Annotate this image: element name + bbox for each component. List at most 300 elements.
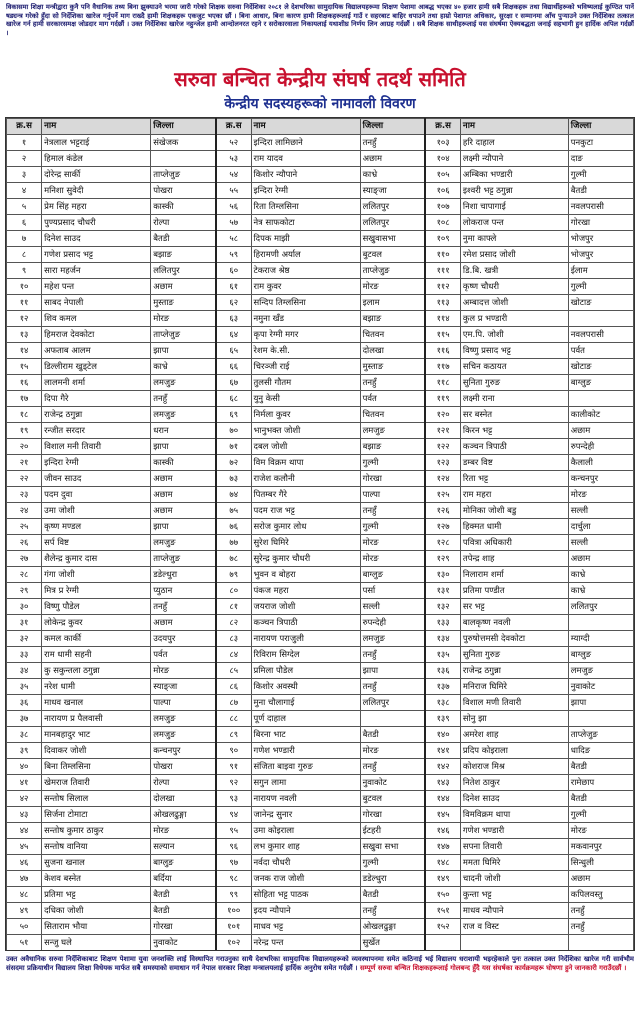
cell-name: बिरना भाट xyxy=(251,727,360,743)
cell-district: नवलपरासी xyxy=(568,199,633,215)
cell-district: तनहुँ xyxy=(360,679,425,695)
cell-name: माधव खनाल xyxy=(42,695,151,711)
cell-name: नुमा काफ्ले xyxy=(460,231,568,247)
cell-name: सन्दिप तिम्लसिना xyxy=(251,295,360,311)
cell-sn: ११७ xyxy=(425,359,460,375)
cell-sn: १४२ xyxy=(425,759,460,775)
header-name: नाम xyxy=(251,119,360,135)
cell-district: पोखरा xyxy=(151,759,216,775)
table-row xyxy=(7,135,634,151)
cell-district: ईलाम xyxy=(568,263,633,279)
cell-district: गुल्मी xyxy=(568,279,633,295)
cell-sn: ५६ xyxy=(216,199,251,215)
table-row xyxy=(7,647,634,663)
cell-name: केशव बस्नेत xyxy=(42,871,151,887)
cell-name: लक्ष्मी न्यौपाने xyxy=(460,151,568,167)
cell-name: सोहिता भट्ट पाठक xyxy=(251,887,360,903)
header-district: जिल्ला xyxy=(568,119,633,135)
cell-district: ताप्लेजुङ xyxy=(360,263,425,279)
cell-district: पर्वत xyxy=(151,647,216,663)
cell-district: डडेल्धुरा xyxy=(360,871,425,887)
cell-district: काभ्रे xyxy=(360,167,425,183)
cell-district: पर्वत xyxy=(360,391,425,407)
cell-sn: १३० xyxy=(425,567,460,583)
cell-district: काभ्रे xyxy=(568,583,633,599)
cell-sn: ३० xyxy=(7,599,42,615)
cell-sn: ५८ xyxy=(216,231,251,247)
cell-district: अछाम xyxy=(151,487,216,503)
cell-sn: ४२ xyxy=(7,791,42,807)
cell-name: इश्वरी भट्ट ठगुन्ना xyxy=(460,183,568,199)
cell-district: खोटाङ xyxy=(568,295,633,311)
cell-name xyxy=(460,935,568,951)
table-row xyxy=(7,359,634,375)
cell-name: जानेन्द्र सुनार xyxy=(251,807,360,823)
cell-sn: १३९ xyxy=(425,711,460,727)
cell-name: लोकराज पन्त xyxy=(460,215,568,231)
cell-sn: ३७ xyxy=(7,711,42,727)
cell-name: सन्जु घले xyxy=(42,935,151,951)
cell-district: मोरङ xyxy=(151,311,216,327)
cell-district: बैतडी xyxy=(568,183,633,199)
cell-district: मोरङ xyxy=(568,823,633,839)
cell-sn: ७१ xyxy=(216,439,251,455)
cell-name: राज व विस्ट xyxy=(460,919,568,935)
cell-sn: ४७ xyxy=(7,871,42,887)
cell-district: बैतडी xyxy=(360,727,425,743)
cell-name: राम कुवर xyxy=(251,279,360,295)
cell-sn: ७७ xyxy=(216,535,251,551)
cell-name: मुना चौलागाई xyxy=(251,695,360,711)
table-row xyxy=(7,663,634,679)
cell-name: चादनी जोशी xyxy=(460,871,568,887)
cell-name: नेत्र साफकोटा xyxy=(251,215,360,231)
cell-sn: ५७ xyxy=(216,215,251,231)
cell-sn: ६५ xyxy=(216,343,251,359)
cell-name: इन्दिरा लामिछाने xyxy=(251,135,360,151)
cell-name: उमा जोशी xyxy=(42,503,151,519)
cell-sn: ७ xyxy=(7,231,42,247)
cell-sn: १२१ xyxy=(425,423,460,439)
closing-paragraph xyxy=(6,955,634,1021)
cell-district: प्युठान xyxy=(151,583,216,599)
cell-district: बाग्लुङ xyxy=(568,647,633,663)
cell-district: सखुवासभा xyxy=(360,231,425,247)
cell-sn: १०७ xyxy=(425,199,460,215)
cell-name: राजेन्द्र ठगुन्ना xyxy=(460,663,568,679)
cell-district: झापा xyxy=(360,663,425,679)
cell-name: सरोज कुमार लोध xyxy=(251,519,360,535)
cell-sn: ५४ xyxy=(216,167,251,183)
cell-sn: ४ xyxy=(7,183,42,199)
cell-sn: ३८ xyxy=(7,727,42,743)
member-roster-table xyxy=(5,117,635,951)
cell-sn: १० xyxy=(7,279,42,295)
cell-name: कमल कार्की xyxy=(42,631,151,647)
cell-sn: १२८ xyxy=(425,535,460,551)
cell-district: ललितपुर xyxy=(568,599,633,615)
cell-sn: ८९ xyxy=(216,727,251,743)
cell-sn: ९१ xyxy=(216,759,251,775)
cell-sn: ५२ xyxy=(216,135,251,151)
cell-sn: ११८ xyxy=(425,375,460,391)
cell-sn: ७५ xyxy=(216,503,251,519)
cell-district xyxy=(568,615,633,631)
cell-district: ताप्लेजुङ xyxy=(151,327,216,343)
cell-sn: २६ xyxy=(7,535,42,551)
cell-district: झापा xyxy=(151,519,216,535)
cell-sn: ६७ xyxy=(216,375,251,391)
cell-name: इन्दिरा रेग्मी xyxy=(251,183,360,199)
table-row xyxy=(7,247,634,263)
cell-sn: ६३ xyxy=(216,311,251,327)
cell-district: रोल्पा xyxy=(151,215,216,231)
cell-district: अछाम xyxy=(151,615,216,631)
cell-name: पंकज महरा xyxy=(251,583,360,599)
cell-name: अम्बिका भण्डारी xyxy=(460,167,568,183)
cell-district: सल्ली xyxy=(568,535,633,551)
table-row xyxy=(7,775,634,791)
cell-district: गुल्मी xyxy=(360,455,425,471)
table-row xyxy=(7,231,634,247)
cell-district: लमजुङ xyxy=(151,535,216,551)
cell-district: रोल्पा xyxy=(151,775,216,791)
cell-name: प्रदिप कोइराला xyxy=(460,743,568,759)
cell-district: अछाम xyxy=(151,471,216,487)
cell-district: सल्यान xyxy=(151,839,216,855)
cell-district: लमजुङ xyxy=(360,631,425,647)
cell-name: राम धामी सहनी xyxy=(42,647,151,663)
table-row xyxy=(7,919,634,935)
cell-sn: ५ xyxy=(7,199,42,215)
roster-body xyxy=(7,135,634,951)
cell-sn: ४६ xyxy=(7,855,42,871)
cell-sn: ७० xyxy=(216,423,251,439)
table-row xyxy=(7,615,634,631)
cell-district: झापा xyxy=(568,695,633,711)
cell-name: कुल प्र भण्डारी xyxy=(460,311,568,327)
cell-district: खोटाङ xyxy=(568,359,633,375)
cell-district: ओखलढुङ्गा xyxy=(151,807,216,823)
cell-name: एम.पि. जोशी xyxy=(460,327,568,343)
cell-district: तनहुँ xyxy=(568,919,633,935)
table-row xyxy=(7,439,634,455)
cell-name: शैलेन्द्र कुमार दास xyxy=(42,551,151,567)
cell-district: तनहुँ xyxy=(360,903,425,919)
cell-district: उदयपुर xyxy=(151,631,216,647)
cell-sn: १११ xyxy=(425,263,460,279)
header-district: जिल्ला xyxy=(151,119,216,135)
cell-sn: २७ xyxy=(7,551,42,567)
cell-sn: १२५ xyxy=(425,487,460,503)
table-row xyxy=(7,455,634,471)
cell-sn: १२२ xyxy=(425,439,460,455)
cell-district: लमजुङ xyxy=(360,423,425,439)
cell-sn: १३६ xyxy=(425,663,460,679)
cell-district: अछाम xyxy=(360,151,425,167)
cell-district: पर्सा xyxy=(360,583,425,599)
cell-sn: २ xyxy=(7,151,42,167)
cell-sn: २८ xyxy=(7,567,42,583)
table-row xyxy=(7,743,634,759)
cell-district: नुवाकोट xyxy=(151,935,216,951)
cell-district: बैतडी xyxy=(568,759,633,775)
cell-name: हिमाल कंडेल xyxy=(42,151,151,167)
cell-district: अछाम xyxy=(151,279,216,295)
header-name: नाम xyxy=(42,119,151,135)
cell-sn: ३२ xyxy=(7,631,42,647)
cell-district: तनहुँ xyxy=(360,135,425,151)
cell-sn: ४१ xyxy=(7,775,42,791)
table-row xyxy=(7,759,634,775)
cell-district: पर्वत xyxy=(568,343,633,359)
cell-sn: २५ xyxy=(7,519,42,535)
cell-district: ललितपुर xyxy=(360,199,425,215)
cell-name: सारा महर्जन xyxy=(42,263,151,279)
cell-name: सन्तोष सिलाल xyxy=(42,791,151,807)
cell-name: मनिशा सुवेदी xyxy=(42,183,151,199)
cell-district: ललितपुर xyxy=(151,263,216,279)
header-sn: क्र.स xyxy=(7,119,42,135)
page-subtitle: केन्द्रीय सदस्यहरूको नामावली विवरण xyxy=(224,96,416,112)
cell-sn: ६० xyxy=(216,263,251,279)
cell-district: गुल्मी xyxy=(360,519,425,535)
cell-district: लमजुङ xyxy=(151,727,216,743)
cell-district: तनहुँ xyxy=(360,503,425,519)
cell-name: रिविराम सिग्देल xyxy=(251,647,360,663)
cell-name: सन्तोष कुमार ठाकुर xyxy=(42,823,151,839)
cell-sn: १४ xyxy=(7,343,42,359)
cell-name: नितेश ठाकुर xyxy=(460,775,568,791)
cell-sn: ९७ xyxy=(216,855,251,871)
cell-name: निलाराम शर्मा xyxy=(460,567,568,583)
cell-name: नारायण पराजुली xyxy=(251,631,360,647)
cell-sn: १४३ xyxy=(425,775,460,791)
cell-name: कुन्ता भट्ट xyxy=(460,887,568,903)
cell-sn: ६४ xyxy=(216,327,251,343)
cell-district: मोरङ xyxy=(360,535,425,551)
cell-district: तनहुँ xyxy=(360,375,425,391)
cell-district: लमजुङ xyxy=(568,663,633,679)
cell-name: प्रतिमा भट्ट xyxy=(42,887,151,903)
cell-district: भोजपुर xyxy=(568,247,633,263)
cell-sn: १०४ xyxy=(425,151,460,167)
table-row xyxy=(7,567,634,583)
cell-name: भुवन व बोहरा xyxy=(251,567,360,583)
cell-sn: ८ xyxy=(7,247,42,263)
cell-name: पितम्बर गैरे xyxy=(251,487,360,503)
cell-name: पूर्ण दाहाल xyxy=(251,711,360,727)
cell-sn: १५१ xyxy=(425,903,460,919)
table-row xyxy=(7,487,634,503)
cell-district: गोरखा xyxy=(360,471,425,487)
cell-sn: २० xyxy=(7,439,42,455)
cell-district: पाल्पा xyxy=(151,695,216,711)
cell-sn: २२ xyxy=(7,471,42,487)
cell-name: पवित्रा अधिकारी xyxy=(460,535,568,551)
cell-name: विमविक्रम थापा xyxy=(460,807,568,823)
cell-name: युनु केसी xyxy=(251,391,360,407)
cell-name: विष्णु प्रसाद भट्ट xyxy=(460,343,568,359)
cell-name: अफताब आलम xyxy=(42,343,151,359)
cell-name: मित्र प्र रेग्मी xyxy=(42,583,151,599)
table-row xyxy=(7,375,634,391)
cell-name: हिक्मत धामी xyxy=(460,519,568,535)
cell-name: सिताराम भौया xyxy=(42,919,151,935)
cell-district: ईटहरी xyxy=(360,823,425,839)
cell-district: बझाङ xyxy=(360,439,425,455)
cell-sn: १२ xyxy=(7,311,42,327)
cell-name: सन्तोष वानिया xyxy=(42,839,151,855)
cell-district: ललितपुर xyxy=(360,215,425,231)
cell-sn: ३१ xyxy=(7,615,42,631)
cell-sn: ११ xyxy=(7,295,42,311)
cell-district: पनकुटा xyxy=(568,135,633,151)
cell-name: प्रतिमा पण्डीत xyxy=(460,583,568,599)
cell-sn: ८३ xyxy=(216,631,251,647)
cell-sn: १०५ xyxy=(425,167,460,183)
cell-district: गुल्मी xyxy=(360,855,425,871)
cell-district: तनहुँ xyxy=(360,647,425,663)
cell-name: अम्बादत्त जोशी xyxy=(460,295,568,311)
cell-sn: ५९ xyxy=(216,247,251,263)
cell-name: सुरेश घिमिरे xyxy=(251,535,360,551)
cell-district: नुवाकोट xyxy=(360,775,425,791)
cell-district: बाग्लुङ xyxy=(151,855,216,871)
cell-sn: ११२ xyxy=(425,279,460,295)
cell-sn: ४४ xyxy=(7,823,42,839)
cell-district: झापा xyxy=(151,343,216,359)
cell-name: संजिता बाइवा गुरुङ xyxy=(251,759,360,775)
cell-district: तनहुँ xyxy=(151,599,216,615)
cell-sn: ११४ xyxy=(425,311,460,327)
cell-district: दार्चुला xyxy=(568,519,633,535)
cell-name: नारायण नवली xyxy=(251,791,360,807)
table-row xyxy=(7,839,634,855)
cell-sn: १३३ xyxy=(425,615,460,631)
cell-name: गणेश भण्डारी xyxy=(251,743,360,759)
cell-name: लभ कुमार शाह xyxy=(251,839,360,855)
cell-sn: ७३ xyxy=(216,471,251,487)
cell-district: अछाम xyxy=(568,871,633,887)
intro-paragraph: विकासमा शिक्षा मन्त्रीद्वारा कुनै पनि वैधानिक तथ्य बिना झुक्याउने भरमा जारी गरेको शिक्षक सरुवा निर्देशिका २०८१ ले देशभरिका सामुदायिक विद्यालयहरूमा शिक्षण पेशामा आबद्ध भएका ४० हजार हामी सबै शिक्षकहरू तथा विद्यार्थीहरूको भविष्यलाई कुण्ठित पार्ने षड्यन्त्र गरेको हुँदा सो निर्देशिका खारेज गर्नुपर्ने माग राख्दै हामी शिक्षकहरू एकजुट भएका छौं । बिना आधार, बिना कारण हामी शिक्षकहरूलाई गाउँ र सहरबाट बाहिर धपाउने तथा हाम्रो पेशागत अधिकार, सुरक्षा र सम्मानमा आँच पुर्‍याउने उक्त निर्देशिका तत्काल खारेज गर्न हामी सरकारसमक्ष जोडदार माग गर्दछौं । उक्त निर्देशिका खारेज नहुन्जेल हामी आन्दोलनरत रहने र सरोकारवाला निकायलाई यथाशीघ्र निर्णय लिन आग्रह गर्दछौं । सबै शिक्षक साथीहरूलाई यस संघर्षमा ऐक्यबद्धता जनाई सहभागी हुन हार्दिक अपिल गर्दछौं । xyxy=(6,3,634,37)
cell-sn: ९३ xyxy=(216,791,251,807)
cell-district: मोरङ xyxy=(151,663,216,679)
cell-name: गणेश भण्डारी xyxy=(460,823,568,839)
cell-name: नारायण प्र पैलवासी xyxy=(42,711,151,727)
cell-district: तनहुँ xyxy=(151,391,216,407)
cell-district: भोजपुर xyxy=(568,231,633,247)
cell-name: प्रेम सिंह महरा xyxy=(42,199,151,215)
cell-district: मकवानपुर xyxy=(568,839,633,855)
table-row xyxy=(7,679,634,695)
table-row xyxy=(7,807,634,823)
cell-sn: ३४ xyxy=(7,663,42,679)
cell-district: काभ्रे xyxy=(151,359,216,375)
cell-sn: १४५ xyxy=(425,807,460,823)
cell-sn: ७८ xyxy=(216,551,251,567)
cell-name: विम विक्रम थापा xyxy=(251,455,360,471)
cell-district xyxy=(568,935,633,951)
cell-name: नरेन्द्र पन्त xyxy=(251,935,360,951)
table-row xyxy=(7,407,634,423)
table-row xyxy=(7,599,634,615)
cell-district: गोरखा xyxy=(568,215,633,231)
cell-name: हिरामणी अर्याल xyxy=(251,247,360,263)
cell-district: बाग्लुङ xyxy=(568,375,633,391)
closing-text: उक्त अवैधानिक सरुवा निर्देशिकाबाट शिक्षण पेशामा युवा जनशक्ति लाई विस्थापित गराउनुका साथै देशभरिका सामुदायिक विद्यालयहरूको व्यवस्थापनमा समेत कठिनाई भई विद्यालय धराशायी भइरहेकाले पुनः तत्काल उक्त निर्देशिका खारेज गरी सार्वभौम संसदमा प्रक्रियाधीन विद्यालय शिक्षा विधेयक मार्फत सबै समस्याको समाधान गर्न नेपाल सरकार शिक्षा मन्त्रालयलाई हार्दिक अनुरोध समेत गर्दछौं । xyxy=(6,955,634,973)
cell-name: बिना तिम्लसिना xyxy=(42,759,151,775)
cell-sn: १४४ xyxy=(425,791,460,807)
cell-sn: ७२ xyxy=(216,455,251,471)
cell-district: पोखरा xyxy=(151,183,216,199)
cell-district: कालीकोट xyxy=(568,407,633,423)
cell-district: सखुवा सभा xyxy=(360,839,425,855)
cell-name: प्रमिला पौडेल xyxy=(251,663,360,679)
cell-name: रिता तिम्लसिना xyxy=(251,199,360,215)
cell-district: बैतडी xyxy=(151,903,216,919)
cell-sn: १३५ xyxy=(425,647,460,663)
table-row xyxy=(7,855,634,871)
cell-name: किशोर अवस्थी xyxy=(251,679,360,695)
cell-sn: ३६ xyxy=(7,695,42,711)
cell-sn: ४० xyxy=(7,759,42,775)
cell-name: उमा कोइराला xyxy=(251,823,360,839)
cell-name: चिरञ्जी राई xyxy=(251,359,360,375)
cell-sn: १०१ xyxy=(216,919,251,935)
cell-name: दोरेन्द्र सार्की xyxy=(42,167,151,183)
cell-name: गंगा जोशी xyxy=(42,567,151,583)
cell-name: खेमराज तिवारी xyxy=(42,775,151,791)
cell-district: दोलखा xyxy=(151,791,216,807)
cell-sn: १४९ xyxy=(425,871,460,887)
header-district: जिल्ला xyxy=(360,119,425,135)
cell-sn: १५० xyxy=(425,887,460,903)
cell-district: सल्ली xyxy=(568,503,633,519)
cell-sn: १२७ xyxy=(425,519,460,535)
table-row xyxy=(7,551,634,567)
cell-district: तनहुँ xyxy=(568,903,633,919)
cell-sn: ९२ xyxy=(216,775,251,791)
cell-sn: ११३ xyxy=(425,295,460,311)
cell-sn: ६६ xyxy=(216,359,251,375)
cell-sn: ११६ xyxy=(425,343,460,359)
cell-sn: १३७ xyxy=(425,679,460,695)
cell-sn: १३८ xyxy=(425,695,460,711)
cell-name: डि.बि. खत्री xyxy=(460,263,568,279)
cell-name: शिव कमल xyxy=(42,311,151,327)
cell-district: बझाङ xyxy=(151,247,216,263)
table-row xyxy=(7,823,634,839)
cell-sn: १४६ xyxy=(425,823,460,839)
cell-district: स्याङ्जा xyxy=(360,183,425,199)
cell-name: कृपा रेग्मी मगर xyxy=(251,327,360,343)
cell-sn: ३९ xyxy=(7,743,42,759)
cell-name: हरि दाहाल xyxy=(460,135,568,151)
cell-sn: १०६ xyxy=(425,183,460,199)
cell-sn: ७४ xyxy=(216,487,251,503)
cell-sn: ७९ xyxy=(216,567,251,583)
table-row xyxy=(7,343,634,359)
table-row xyxy=(7,327,634,343)
cell-district: ओखलढुङ्गा xyxy=(360,919,425,935)
cell-name: रिता भट्ट xyxy=(460,471,568,487)
cell-district: मोरङ xyxy=(360,279,425,295)
cell-sn: ३ xyxy=(7,167,42,183)
cell-district: बर्दिया xyxy=(151,871,216,887)
table-row xyxy=(7,631,634,647)
cell-sn: १९ xyxy=(7,423,42,439)
